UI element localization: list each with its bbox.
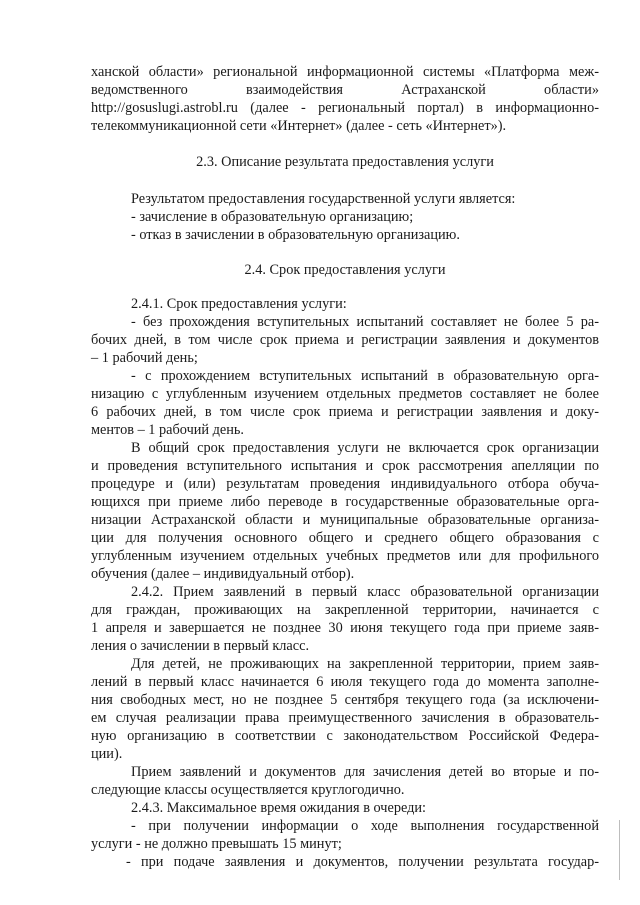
text-line: http://gosuslugi.astrobl.ru (далее - региональный портал) в информационно- <box>91 100 599 116</box>
list-item: - при получении информации о ходе выполнения государственной <box>131 818 599 834</box>
text-line: Результатом предоставления государственной услуги является: <box>131 191 516 207</box>
text-line: ем случая реализации права преимущественного зачисления в образователь- <box>91 710 599 726</box>
text-line: 1 апреля и завершается не позднее 30 июня текущего года при приеме заяв- <box>91 620 599 636</box>
text-line: ханской области» региональной информационной системы «Платформа меж- <box>91 64 599 80</box>
text-line: и проведения вступительного испытания и срок рассмотрения апелляции по <box>91 458 599 474</box>
section-heading: 2.4. Срок предоставления услуги <box>244 262 446 278</box>
text-line: процедуре и (или) результатам проведения индивидуального отбора обуча- <box>91 476 599 492</box>
text-line: углубленным изучением отдельных учебных предметов или для профильного <box>91 548 599 564</box>
list-item: - без прохождения вступительных испытаний составляет не более 5 ра- <box>131 314 599 330</box>
list-item: - при подаче заявления и документов, получении результата государ- <box>126 854 599 870</box>
text-line: ментов – 1 рабочий день. <box>91 422 245 438</box>
text-line: ведомственного взаимодействия Астраханской области» <box>91 82 599 98</box>
text-line: ния свободных мест, но не позднее 5 сентября текущего года (за исключени- <box>91 692 599 708</box>
text-line: следующие классы осуществляется круглогодично. <box>91 782 405 798</box>
text-line: услуги - не должно превышать 15 минут; <box>91 836 342 852</box>
text-line: В общий срок предоставления услуги не включается срок организации <box>131 440 599 456</box>
text-line: ции). <box>91 746 123 762</box>
list-item: - с прохождением вступительных испытаний в образовательную орга- <box>131 368 599 384</box>
text-line: Для детей, не проживающих на закрепленной территории, прием заяв- <box>131 656 599 672</box>
text-line: 2.4.3. Максимальное время ожидания в очереди: <box>131 800 427 816</box>
text-line: ции для получения основного общего и среднего общего образования с <box>91 530 599 546</box>
text-line: ющихся при приеме либо переводе в государственные образовательные орга- <box>91 494 599 510</box>
text-line: низацию с углубленным изучением отдельных предметов составляет не более <box>91 386 599 402</box>
text-line: для граждан, проживающих на закрепленной территории, начинается с <box>91 602 599 618</box>
section-heading: 2.3. Описание результата предоставления услуги <box>196 154 494 170</box>
text-line: 6 рабочих дней, в том числе срок приема и регистрации заявления и доку- <box>91 404 599 420</box>
list-item: - отказ в зачислении в образовательную организацию. <box>131 227 460 243</box>
text-line: телекоммуникационной сети «Интернет» (далее - сеть «Интернет»). <box>91 118 507 134</box>
text-line: ную организацию в соответствии с законодательством Российской Федера- <box>91 728 599 744</box>
text-line: 2.4.2. Прием заявлений в первый класс образовательной организации <box>131 584 599 600</box>
text-line: лений в первый класс начинается 6 июля текущего года до момента заполне- <box>91 674 599 690</box>
text-line: обучения (далее – индивидуальный отбор). <box>91 566 355 582</box>
text-line: – 1 рабочий день; <box>91 350 198 366</box>
text-line: 2.4.1. Срок предоставления услуги: <box>131 296 347 312</box>
text-line: бочих дней, в том числе срок приема и регистрации заявления и документов <box>91 332 599 348</box>
list-item: - зачисление в образовательную организацию; <box>131 209 414 225</box>
text-line: низации Астраханской области и муниципальные образовательные организа- <box>91 512 599 528</box>
scan-edge-line <box>619 820 620 880</box>
text-line: Прием заявлений и документов для зачисления детей во вторые и по- <box>131 764 599 780</box>
text-line: ления о зачислении в первый класс. <box>91 638 310 654</box>
